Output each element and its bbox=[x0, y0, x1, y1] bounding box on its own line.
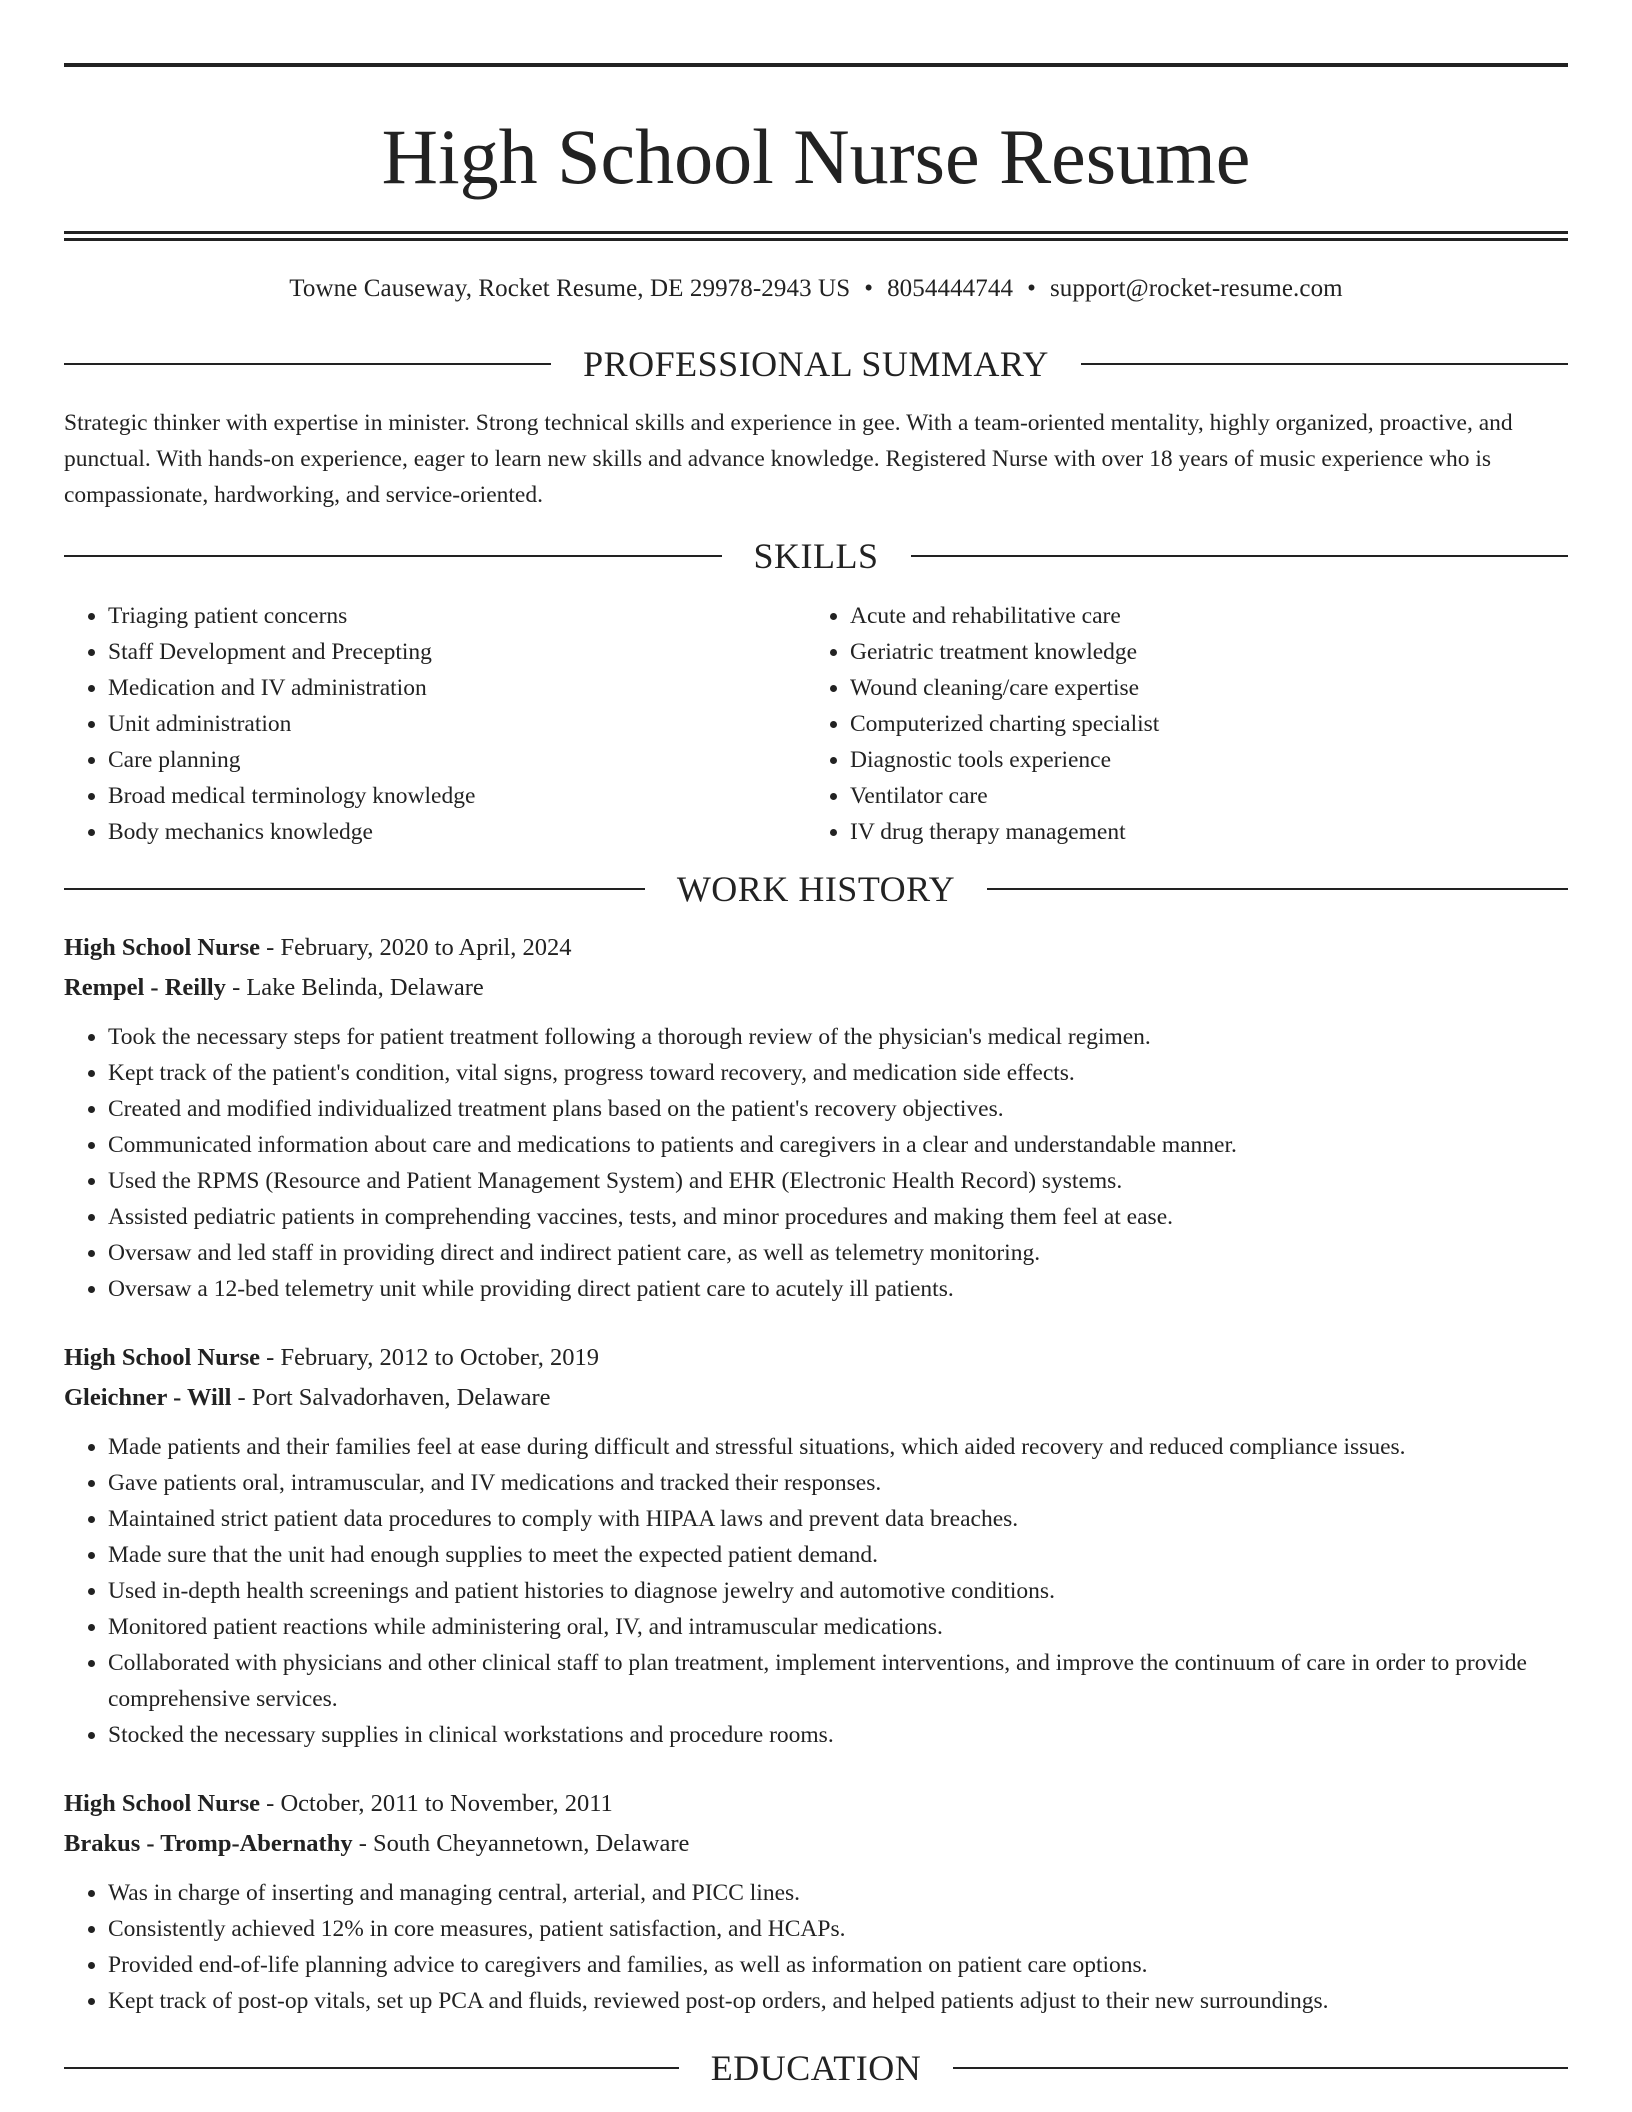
job-bullets bbox=[64, 1019, 1568, 1307]
skill-item: • Triaging patient concerns bbox=[108, 598, 806, 634]
job-bullet: • Gave patients oral, intramuscular, and IV medications and tracked their responses. bbox=[108, 1465, 1568, 1501]
skill-item: • Acute and rehabilitative care bbox=[850, 598, 1548, 634]
job-entry bbox=[64, 1784, 1568, 2019]
section-title-education: EDUCATION bbox=[710, 2048, 922, 2088]
job-dates: - February, 2012 to October, 2019 bbox=[260, 1344, 600, 1371]
skill-item: • Computerized charting specialist bbox=[850, 706, 1548, 742]
job-title-line bbox=[64, 1784, 1568, 1824]
skill-item: • Body mechanics knowledge bbox=[108, 814, 806, 850]
page-title: High School Nurse Resume bbox=[381, 113, 1251, 200]
contact-separator: • bbox=[864, 275, 874, 302]
section-title-skills: SKILLS bbox=[753, 536, 879, 576]
job-bullet: • Was in charge of inserting and managing central, arterial, and PICC lines. bbox=[108, 1875, 1568, 1911]
skill-item: • Diagnostic tools experience bbox=[850, 742, 1548, 778]
job-title-line bbox=[64, 928, 1568, 968]
skill-item: • Ventilator care bbox=[850, 778, 1548, 814]
job-company: Brakus - Tromp-Abernathy bbox=[64, 1830, 353, 1857]
job-company: Gleichner - Will bbox=[64, 1384, 232, 1411]
job-bullet: • Kept track of post-op vitals, set up PCA and fluids, reviewed post-op orders, and helped patients adjust to their new surroundings. bbox=[108, 1983, 1568, 2019]
section-title-work: WORK HISTORY bbox=[676, 869, 956, 909]
contact-email[interactable]: support@rocket-resume.com bbox=[1049, 275, 1343, 302]
job-bullet: • Used in-depth health screenings and patient histories to diagnose jewelry and automotive conditions. bbox=[108, 1573, 1568, 1609]
job-bullets bbox=[64, 1429, 1568, 1753]
section-header-summary bbox=[64, 343, 1568, 385]
job-entry bbox=[64, 928, 1568, 1307]
section-rule-left bbox=[64, 2067, 679, 2069]
job-bullet: • Monitored patient reactions while administering oral, IV, and intramuscular medications. bbox=[108, 1609, 1568, 1645]
job-location: - Lake Belinda, Delaware bbox=[225, 974, 484, 1001]
top-rule bbox=[64, 63, 1568, 67]
section-rule-right bbox=[953, 2067, 1568, 2069]
job-dates: - October, 2011 to November, 2011 bbox=[260, 1790, 613, 1817]
job-bullet: • Maintained strict patient data procedures to comply with HIPAA laws and prevent data breaches. bbox=[108, 1501, 1568, 1537]
job-bullets bbox=[64, 1875, 1568, 2019]
job-title: High School Nurse bbox=[64, 1790, 261, 1817]
job-title: High School Nurse bbox=[64, 1344, 261, 1371]
section-rule-right bbox=[1081, 363, 1568, 365]
skill-item: • Staff Development and Precepting bbox=[108, 634, 806, 670]
job-bullet: • Kept track of the patient's condition, vital signs, progress toward recovery, and medication side effects. bbox=[108, 1055, 1568, 1091]
section-title-summary: PROFESSIONAL SUMMARY bbox=[583, 344, 1049, 384]
job-company-line bbox=[64, 1378, 1568, 1418]
job-bullet: • Used the RPMS (Resource and Patient Management System) and EHR (Electronic Health Record) systems. bbox=[108, 1163, 1568, 1199]
job-title: High School Nurse bbox=[64, 934, 261, 961]
contact-line bbox=[64, 272, 1568, 306]
job-bullet: • Provided end-of-life planning advice to caregivers and families, as well as information on patient care options. bbox=[108, 1947, 1568, 1983]
job-bullet: • Stocked the necessary supplies in clinical workstations and procedure rooms. bbox=[108, 1717, 1568, 1753]
contact-address: Towne Causeway, Rocket Resume, DE 29978-2943 US bbox=[289, 275, 851, 302]
section-header-work bbox=[64, 868, 1568, 910]
job-company-line bbox=[64, 1824, 1568, 1864]
skill-item: • Care planning bbox=[108, 742, 806, 778]
resume-content bbox=[64, 0, 1568, 2089]
contact-separator: • bbox=[1027, 275, 1036, 302]
job-location: - South Cheyannetown, Delaware bbox=[352, 1830, 690, 1857]
section-rule-left bbox=[64, 555, 722, 557]
job-bullet: • Made patients and their families feel at ease during difficult and stressful situations, which aided recovery and reduced compliance issues. bbox=[108, 1429, 1568, 1465]
job-bullet: • Communicated information about care and medications to patients and caregivers in a clear and understandable manner. bbox=[108, 1127, 1568, 1163]
section-header-skills bbox=[64, 535, 1568, 577]
summary-text: Strategic thinker with expertise in minister. Strong technical skills and experience in gee. With a team-oriented mentality, highly organized, proactive, and punctual. With hands-on experience, eager to learn new skills and advance knowledge. Registered Nurse with over 18 years of music experience who is compassionate, hardworking, and service-oriented. bbox=[64, 410, 1513, 508]
job-bullet: • Assisted pediatric patients in comprehending vaccines, tests, and minor procedures and making them feel at ease. bbox=[108, 1199, 1568, 1235]
job-title-line bbox=[64, 1338, 1568, 1378]
job-company: Rempel - Reilly bbox=[64, 974, 226, 1001]
skills-list-right bbox=[806, 598, 1548, 850]
skill-item: • Wound cleaning/care expertise bbox=[850, 670, 1548, 706]
job-dates: - February, 2020 to April, 2024 bbox=[260, 934, 572, 961]
skills-grid bbox=[64, 598, 1568, 850]
skill-item: • Medication and IV administration bbox=[108, 670, 806, 706]
title-double-rule bbox=[64, 231, 1568, 241]
job-bullet: • Oversaw and led staff in providing direct and indirect patient care, as well as telemetry monitoring. bbox=[108, 1235, 1568, 1271]
section-header-education bbox=[64, 2047, 1568, 2089]
job-bullet: • Created and modified individualized treatment plans based on the patient's recovery objectives. bbox=[108, 1091, 1568, 1127]
contact-phone[interactable]: 8054444744 bbox=[887, 275, 1014, 302]
section-rule-left bbox=[64, 363, 551, 365]
skills-list-left bbox=[64, 598, 806, 850]
section-rule-left bbox=[64, 888, 645, 890]
job-bullet: • Collaborated with physicians and other clinical staff to plan treatment, implement interventions, and improve the continuum of care in order to provide comprehensive services. bbox=[108, 1645, 1568, 1717]
job-entry bbox=[64, 1338, 1568, 1753]
job-bullet: • Took the necessary steps for patient treatment following a thorough review of the physician's medical regimen. bbox=[108, 1019, 1568, 1055]
job-bullet: • Oversaw a 12-bed telemetry unit while providing direct patient care to acutely ill patients. bbox=[108, 1271, 1568, 1307]
section-rule-right bbox=[987, 888, 1568, 890]
skill-item: • Geriatric treatment knowledge bbox=[850, 634, 1548, 670]
skill-item: • Unit administration bbox=[108, 706, 806, 742]
job-location: - Port Salvadorhaven, Delaware bbox=[231, 1384, 551, 1411]
skill-item: • Broad medical terminology knowledge bbox=[108, 778, 806, 814]
section-rule-right bbox=[911, 555, 1569, 557]
skill-item: • IV drug therapy management bbox=[850, 814, 1548, 850]
job-company-line bbox=[64, 968, 1568, 1008]
job-bullet: • Made sure that the unit had enough supplies to meet the expected patient demand. bbox=[108, 1537, 1568, 1573]
job-bullet: • Consistently achieved 12% in core measures, patient satisfaction, and HCAPs. bbox=[108, 1911, 1568, 1947]
